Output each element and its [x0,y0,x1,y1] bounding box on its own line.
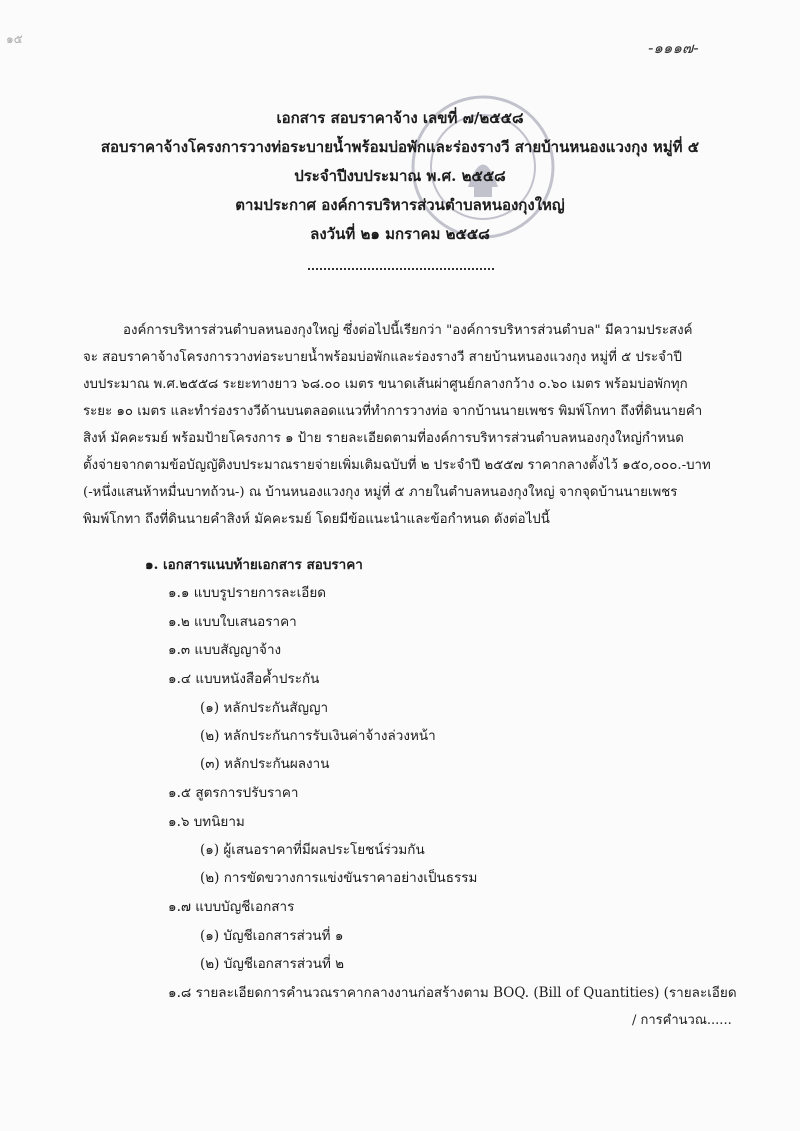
list-subitem: (๑) บัญชีเอกสารส่วนที่ ๑ [200,928,344,944]
dotted-divider [308,268,494,270]
section-heading: ๑. เอกสารแนบท้ายเอกสาร สอบราคา [145,557,363,573]
list-item: ๑.๒ แบบใบเสนอราคา [168,614,297,630]
intro-paragraph [83,317,723,533]
header-title: เอกสาร สอบราคาจ้าง เลขที่ ๗/๒๕๕๘ [276,109,524,127]
list-item: ๑.๘ รายละเอียดการคำนวณราคากลางงานก่อสร้างตาม BOQ. (Bill of Quantities) (รายละเอียด [168,985,737,1001]
list-item: ๑.๖ บทนิยาม [168,814,245,830]
header-date: ลงวันที่ ๒๑ มกราคม ๒๕๕๘ [310,225,490,243]
header-announcement: ตามประกาศ องค์การบริหารส่วนตำบลหนองกุงใหญ่ [235,196,565,214]
document-header [80,104,720,249]
handwritten-note: -๑๑๑๗- [648,39,699,57]
list-item: ๑.๕ สูตรการปรับราคา [168,785,299,801]
paragraph-line: จะ สอบราคาจ้างโครงการวางท่อระบายน้ำพร้อมบ่อพักและร่องรางวี สายบ้านหนองแวงกุง หมู่ที่ ๕ ประจำปี [83,350,682,365]
header-fiscal-year: ประจำปีงบประมาณ พ.ศ. ๒๕๕๘ [294,167,506,185]
paragraph-line: องค์การบริหารส่วนตำบลหนองกุงใหญ่ ซึ่งต่อไปนี้เรียกว่า "องค์การบริหารส่วนตำบล" มีความประสงค์ [123,323,693,338]
list-subitem: (๒) การขัดขวางการแข่งขันราคาอย่างเป็นธรรม [200,870,478,886]
list-item: ๑.๔ แบบหนังสือค้ำประกัน [168,671,320,687]
list-subitem: (๑) ผู้เสนอราคาที่มีผลประโยชน์ร่วมกัน [200,842,425,858]
paragraph-line: ตั้งจ่ายจากตามข้อบัญญัติงบประมาณรายจ่ายเพิ่มเติมฉบับที่ ๒ ประจำปี ๒๕๕๗ ราคากลางตั้งไว้ ๑๕๐,๐๐๐.-บาท [83,458,711,473]
header-project: สอบราคาจ้างโครงการวางท่อระบายน้ำพร้อมบ่อพักและร่องรางวี สายบ้านหนองแวงกุง หมู่ที่ ๕ [100,138,700,156]
page-continuation: / การคำนวณ...... [632,1013,732,1028]
paragraph-line: (-หนึ่งแสนห้าหมื่นบาทถ้วน-) ณ บ้านหนองแวงกุง หมู่ที่ ๕ ภายในตำบลหนองกุงใหญ่ จากจุดบ้านนายเพชร [83,485,678,500]
list-subitem: (๒) หลักประกันการรับเงินค่าจ้างล่วงหน้า [200,728,436,744]
margin-mark: ๑๕ [6,32,23,46]
list-item: ๑.๓ แบบสัญญาจ้าง [168,642,282,658]
paragraph-line: สิงห์ มัคคะรมย์ พร้อมป้ายโครงการ ๑ ป้าย รายละเอียดตามที่องค์การบริหารส่วนตำบลหนองกุงใหญ่กำหนด [83,431,684,446]
paragraph-line: ระยะ ๑๐ เมตร และทำร่องรางวีด้านบนตลอดแนวที่ทำการวางท่อ จากบ้านนายเพชร พิมพ์โกทา ถึงที่ดินนายคำ [83,404,703,419]
list-subitem: (๑) หลักประกันสัญญา [200,700,329,716]
list-item: ๑.๑ แบบรูปรายการละเอียด [168,585,327,601]
list-subitem: (๒) บัญชีเอกสารส่วนที่ ๒ [200,956,345,972]
paragraph-line: งบประมาณ พ.ศ.๒๕๕๘ ระยะทางยาว ๖๘.๐๐ เมตร ขนาดเส้นผ่าศูนย์กลางกว้าง ๐.๖๐ เมตร พร้อมบ่อพักทุก [83,377,688,392]
paragraph-line: พิมพ์โกทา ถึงที่ดินนายคำสิงห์ มัคคะรมย์ โดยมีข้อแนะนำและข้อกำหนด ดังต่อไปนี้ [83,512,550,527]
list-subitem: (๓) หลักประกันผลงาน [200,756,330,772]
list-item: ๑.๗ แบบบัญชีเอกสาร [168,899,295,915]
